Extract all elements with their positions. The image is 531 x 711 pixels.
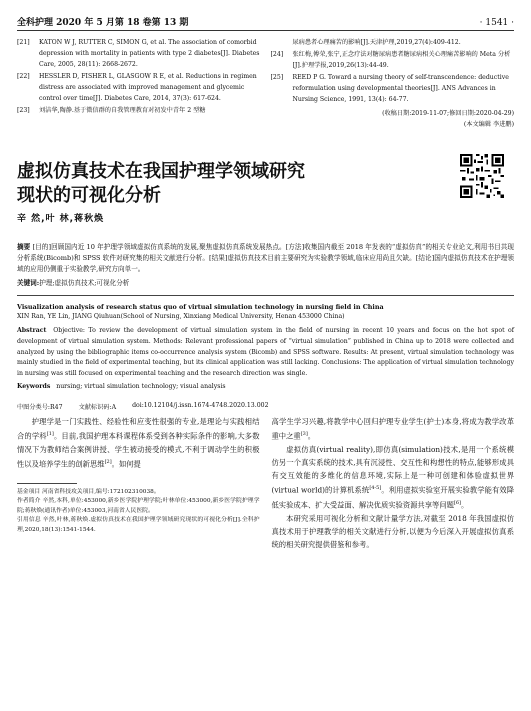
abstract-text: [目的]回顾国内近 10 年护理学领域虚拟仿真系统的发展,聚焦虚拟仿真系统发展热点。[方法]收集国内截至 2018 年发表的“虚拟仿真”的相关专业论文,利用书目共现分析系统(Bicomb)和 SPSS 软件对研究集的相关文献进行分析。[结果]虚拟仿真技术目前主要研究为实验教学领域,临床应用尚且欠缺。[结论]国内虚拟仿真技术在护理领域的应用仍侧重于实验教学,研究方向单一。 <box>17 243 515 273</box>
reference-item: [22] HESSLER D, FISHER L, GLASGOW R E, et al. Reductions in regimen distress are associated with improved management and glycemic control over time[J]. Diabetes Care, 2014, 37(3): 617-624. <box>17 73 257 102</box>
reference-list <box>17 37 514 130</box>
class-number: 中图分类号:R47 <box>17 403 63 411</box>
english-keywords <box>17 382 514 392</box>
reference-item: [21] KATON W J, RUTTER C, SIMON G, et al. The association of comorbid depression with mortality in patients with type 2 diabetes[J]. Diabetes Care, 2005, 28(11): 2668-2672. <box>17 39 260 68</box>
footnote-citation: 引用信息 辛然,叶林,蒋秋焕.虚拟仿真技术在我国护理学领域研究现状的可视化分析[J].全科护理,2020,18(13):1541-1544. <box>17 517 260 534</box>
body-column-right <box>272 415 515 551</box>
running-header <box>17 0 514 31</box>
english-authors: XIN Ran, YE Lin, JIANG Qiuhuan(School of Nursing, Xinxiang Medical University, Henan 453000 China) <box>17 313 345 320</box>
reference-column-left <box>17 37 261 130</box>
article-title: 虚拟仿真技术在我国护理学领域研究 现状的可视化分析 <box>17 161 305 206</box>
reference-item: 尿病患者心理痛苦的影响[J].天津护理,2019,27(4):409-412. <box>292 39 461 46</box>
chinese-abstract <box>17 242 514 275</box>
page-number: · 1541 · <box>479 18 514 28</box>
footnote-author: 作者简介 辛然,本科,单位:453000,新乡医学院护理学院;叶林单位:453000,新乡医学院护理学院;蒋秋焕(通讯作者)单位:453003,河南省人民医院。 <box>17 498 260 514</box>
author-list: 辛 然,叶 林,蒋秋焕 <box>17 214 105 224</box>
document-code: 文献标识码:A <box>78 403 117 411</box>
english-abstract <box>17 326 514 380</box>
body-paragraph: 本研究采用可视化分析和文献计量学方法,对截至 2018 年我国虚拟仿真技术用于护理教学的相关文献进行分析,以便为今后深入开展虚拟仿真系统的相关研究提供借鉴和参考。 <box>271 513 514 550</box>
footnote-fund: 基金项目 河南省科技攻关项目,编号:172102310038。 <box>17 488 160 495</box>
english-abstract-text: Objective: To review the development of virtual simulation system in the field of nursing in recent 10 years and focus on the hot spot of development of virtual simulation system. Methods: Relevant professional papers of “virtual simulation” published in China up to 2018 were collected and analyzed by using the bibliographic items co-occurrence analysis system (Bicomb) and SPSS software. Results: At present, virtual simulation technology was mainly studied in the field of experimental teaching, but its clinical application was still lacking. Conclusions: The application of virtual simulation technology in nursing was still focused on experimental teaching and the research direction was single. <box>17 327 514 378</box>
body-paragraph: 虚拟仿真(virtual reality),即仿真(simulation)技术,是用一个系统模仿另一个真实系统的技术,具有沉浸性、交互性和构想性的特点,能够形成具有交互效能的多维化的信息环境,实际上是一种可创建和体验虚拟世界(virtual world)的计算机系统[4-5]。利用虚拟实验室开展实验教学能有效降低实验成本、扩大受益面、解决优质实验资源共享等问题[6]。 <box>271 444 515 510</box>
body-columns <box>17 415 514 551</box>
journal-issue-label: 全科护理 2020 年 5 月第 18 卷第 13 期 <box>17 18 189 28</box>
body-paragraph: 护理学是一门实践性、经验性和应变性很强的专业,是理论与实践相结合的学科[1]。目前,我国护理本科课程体系受到各种实际条件的影响,大多数情况下为教师结合案例讲授、学生被动接受的模式,不利于调动学生的积极性以及培养学生的创新思维[2]。如何提 <box>17 416 260 469</box>
classification-line <box>17 402 514 411</box>
keywords-text: 护理;虚拟仿真技术;可视化分析 <box>39 279 130 287</box>
doi-link[interactable]: doi:10.12104/j.issn.1674-4748.2020.13.002 <box>132 401 269 409</box>
editor-note: (本文编辑 李进鹏) <box>463 121 514 128</box>
body-paragraph: 高学生学习兴趣,将教学中心回归护理专业学生(护士)本身,将成为教学改革重中之重[3]。 <box>271 416 514 441</box>
body-column-left <box>17 415 260 551</box>
english-title: Visualization analysis of research status quo of virtual simulation technology in nursing field in China <box>17 303 384 311</box>
article-header <box>17 160 514 230</box>
abstract-label: 摘要 <box>17 243 31 251</box>
divider <box>17 295 514 296</box>
english-keywords-label: Keywords <box>17 382 51 390</box>
english-abstract-label: Abstract <box>17 327 47 334</box>
english-keywords-text: nursing; virtual simulation technology; visual analysis <box>56 382 226 390</box>
keywords-label: 关键词: <box>17 279 40 287</box>
qr-code-icon[interactable] <box>460 154 504 198</box>
reference-item: [23] 刘洁华,陶静.基于微信群的自我管理教育对初发中青年 2 型糖 <box>17 107 206 114</box>
reference-item: [25] REED P G. Toward a nursing theory of self-transcendence: deductive reformulation using developmental theories[J]. ANS Advances in Nursing Science, 1991, 13(4): 64-77. <box>270 74 509 103</box>
received-date: (收稿日期:2019-11-07;修回日期:2020-04-29) <box>382 110 514 117</box>
reference-item: [24] 张红梅,傅荣,张宁,正念疗法对糖尿病患者糖尿病相关心理痛苦影响的 Meta 分析[J].护理学报,2019,26(13):44-49. <box>270 51 511 69</box>
footnote-divider <box>17 483 77 484</box>
chinese-keywords <box>17 277 514 287</box>
reference-column-right <box>271 37 515 130</box>
